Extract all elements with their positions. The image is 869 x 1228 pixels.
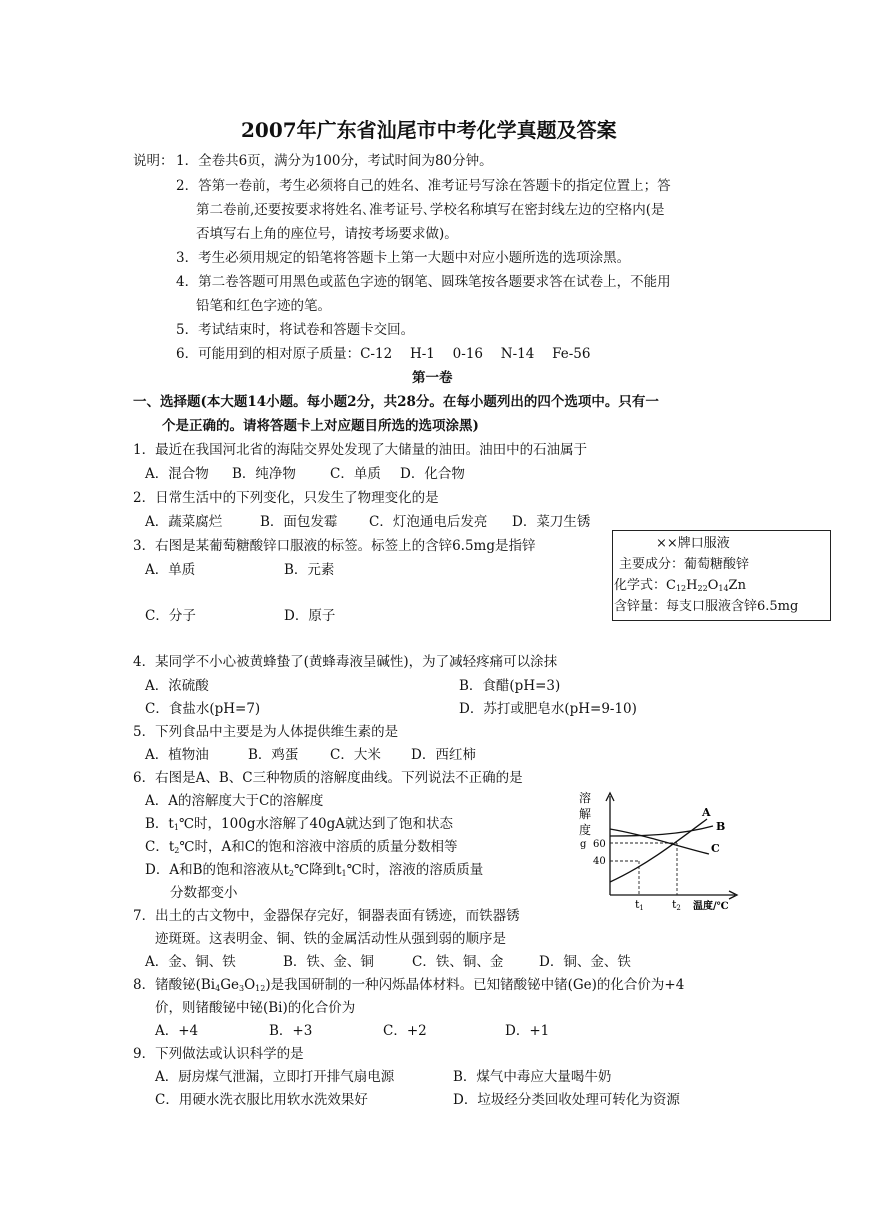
formula-o-count: 14 [718,584,729,593]
q6-d-post: ℃时，溶液的溶质质量 [346,862,484,878]
q3-option-a: A．单质 [145,562,196,578]
q8-option-b: B．+3 [269,1023,313,1039]
formula-prefix: 化学式： [614,578,667,593]
q8-option-a: A．+4 [155,1023,199,1039]
label-title: ××牌口服液 [656,536,730,551]
q5-option-c: C．大米 [330,747,381,763]
section-label: 第一卷 [412,370,453,386]
q2-option-a: A．蔬菜腐烂 [145,514,223,530]
q4-option-c: C．食盐水(pH=7) [145,701,261,717]
graph-label-a: A [702,806,711,819]
note-3: 3．考生必须用规定的铅笔将答题卡上第一大题中对应小题所选的选项涂黑。 [176,250,631,266]
product-label-box [612,530,831,621]
notes-label: 说明： [133,153,174,169]
label-ingredient: 主要成分：葡萄糖酸锌 [619,557,750,572]
note-5: 5．考试结束时，将试卷和答题卡交回。 [176,322,415,338]
graph-xlabel: 温度/℃ [693,901,729,912]
part1-heading-2: 个是正确的。请将答题卡上对应题目所选的选项涂黑) [162,418,479,434]
curve-b [610,826,713,836]
label-zinc: 含锌量：每支口服液含锌6.5mg [614,599,799,614]
q8-stem [133,976,684,998]
q4-option-b: B．食醋(pH=3) [459,678,561,694]
q6-c-pre: C．t [145,839,175,855]
q9-option-b: B．煤气中毒应大量喝牛奶 [453,1069,612,1085]
q6-stem: 6．右图是A、B、C三种物质的溶解度曲线。下列说法不正确的是 [133,770,523,786]
q8-o: O [244,977,256,993]
q6-option-d-line2: 分数都变小 [170,885,238,901]
q1-option-b: B．纯净物 [232,466,296,482]
q7-option-b: B．铁、金、铜 [283,954,374,970]
formula-h: H [686,578,698,593]
q1-option-a: A．混合物 [145,466,209,482]
q1-option-d: D．化合物 [400,466,465,482]
q6-option-b [145,815,453,837]
note-4b: 铅笔和红色字迹的笔。 [196,298,331,314]
q6-option-a: A．A的溶解度大于C的溶解度 [145,793,324,809]
formula-c: C [666,578,676,593]
q1-stem: 1．最近在我国河北省的海陆交界处发现了大储量的油田。油田中的石油属于 [133,442,588,458]
q6-option-c [145,838,458,860]
q6-d-sub1: 2 [288,869,295,878]
q6-d-mid: ℃降到t [294,862,342,878]
q6-option-d [145,861,483,883]
curve-c [610,829,709,854]
q9-option-c: C．用硬水洗衣服比用软水洗效果好 [155,1092,368,1108]
graph-yunit: g [580,839,587,850]
note-2c: 否填写右上角的座位号，请按考场要求做)。 [196,226,458,242]
graph-t1-sub: 1 [639,904,644,912]
label-formula [614,577,746,598]
q8-bi-count: 4 [215,984,221,993]
note-6: 6．可能用到的相对原子质量：C-12 H-1 0-16 N-14 Fe-56 [176,346,591,362]
graph-ylabel-3: 度 [579,823,592,837]
q6-b-post: ℃时，100g水溶解了40gA就达到了饱和状态 [178,816,454,832]
graph-label-b: B [716,820,726,833]
formula-c-count: 12 [675,584,687,593]
q3-stem: 3．右图是某葡萄糖酸锌口服液的标签。标签上的含锌6.5mg是指锌 [133,538,536,554]
q8-ge-count: 3 [238,984,245,993]
formula-h-count: 22 [697,584,708,593]
graph-ylabel-1: 溶 [579,791,592,805]
graph-t2-main: t [672,898,677,911]
q5-option-d: D．西红柿 [411,747,476,763]
graph-ylabel-2: 解 [579,807,592,821]
q7-stem-1: 7．出土的古文物中，金器保存完好，铜器表面有锈迹，而铁器锈 [133,908,520,924]
q3-option-d: D．原子 [284,608,336,624]
q2-option-d: D．菜刀生锈 [512,514,591,530]
note-2a: 2．答第一卷前，考生必须将自己的姓名、准考证号写涂在答题卡的指定位置上；答 [176,178,671,194]
q2-option-c: C．灯泡通电后发亮 [369,514,488,530]
q2-stem: 2．日常生活中的下列变化，只发生了物理变化的是 [133,490,439,506]
graph-t2-sub: 2 [676,904,681,912]
q7-option-c: C．铁、铜、金 [412,954,504,970]
q6-d-sub2: 1 [341,869,347,878]
q5-option-b: B．鸡蛋 [248,747,299,763]
q5-stem: 5．下列食品中主要是为人体提供维生素的是 [133,724,399,740]
q4-option-a: A．浓硫酸 [145,678,209,694]
graph-curves [610,819,713,882]
q5-option-a: A．植物油 [145,747,209,763]
q8-stem-2: 价，则锗酸铋中铋(Bi)的化合价为 [155,1000,356,1016]
q8-option-c: C．+2 [383,1023,427,1039]
q4-stem: 4．某同学不小心被黄蜂蛰了(黄蜂毒液呈碱性)，为了减轻疼痛可以涂抹 [133,654,558,670]
note-2b: 第二卷前,还要按要求将姓名､准考证号､学校名称填写在密封线左边的空格内(是 [196,202,665,218]
q6-c-post: ℃时，A和C的饱和溶液中溶质的质量分数相等 [179,839,458,855]
note-4a: 4．第二卷答题可用黑色或蓝色字迹的钢笔、圆珠笔按各题要求答在试卷上，不能用 [176,274,671,290]
q7-option-d: D．铜、金、铁 [539,954,631,970]
q1-option-c: C．单质 [330,466,381,482]
q4-option-d: D．苏打或肥皂水(pH=9-10) [459,701,637,717]
q6-b-sub: 1 [173,823,179,832]
graph-y40: 40 [593,856,606,867]
curve-a [610,819,707,882]
q3-option-c: C．分子 [145,608,196,624]
q9-option-d: D．垃圾经分类回收处理可转化为资源 [453,1092,680,1108]
formula-zn: Zn [728,578,746,593]
q8-post: )是我国研制的一种闪烁晶体材料。已知锗酸铋中锗(Ge)的化合价为+4 [265,977,685,993]
q9-option-a: A．厨房煤气泄漏，立即打开排气扇电源 [155,1069,395,1085]
q2-option-b: B．面包发霉 [260,514,338,530]
graph-guides [610,843,677,895]
part1-heading-1: 一、选择题(本大题14小题。每小题2分，共28分。在每小题列出的四个选项中。只有一 [133,394,659,410]
page-title: 2007年广东省汕尾市中考化学真题及答案 [241,118,617,142]
q8-o-count: 12 [255,984,266,993]
graph-t1-main: t [635,898,640,911]
q8-pre: 8．锗酸铋(Bi [133,977,216,993]
q6-d-pre: D．A和B的饱和溶液从t [145,862,289,878]
q6-c-sub: 2 [174,846,180,855]
graph-t2 [672,898,681,912]
solubility-graph [575,788,750,913]
q8-ge: Ge [220,977,239,993]
formula-o: O [707,578,719,593]
graph-t1 [635,898,644,912]
q7-option-a: A．金、铜、铁 [145,954,236,970]
graph-y60: 60 [593,839,606,850]
q6-b-pre: B．t [145,816,174,832]
q8-option-d: D．+1 [505,1023,550,1039]
q3-option-b: B．元素 [284,562,335,578]
graph-label-c: C [711,842,720,855]
q7-stem-2: 迹斑斑。这表明金、铜、铁的金属活动性从强到弱的顺序是 [155,931,506,947]
q9-stem: 9．下列做法或认识科学的是 [133,1046,304,1062]
note-1: 1．全卷共6页，满分为100分，考试时间为80分钟。 [176,153,493,169]
